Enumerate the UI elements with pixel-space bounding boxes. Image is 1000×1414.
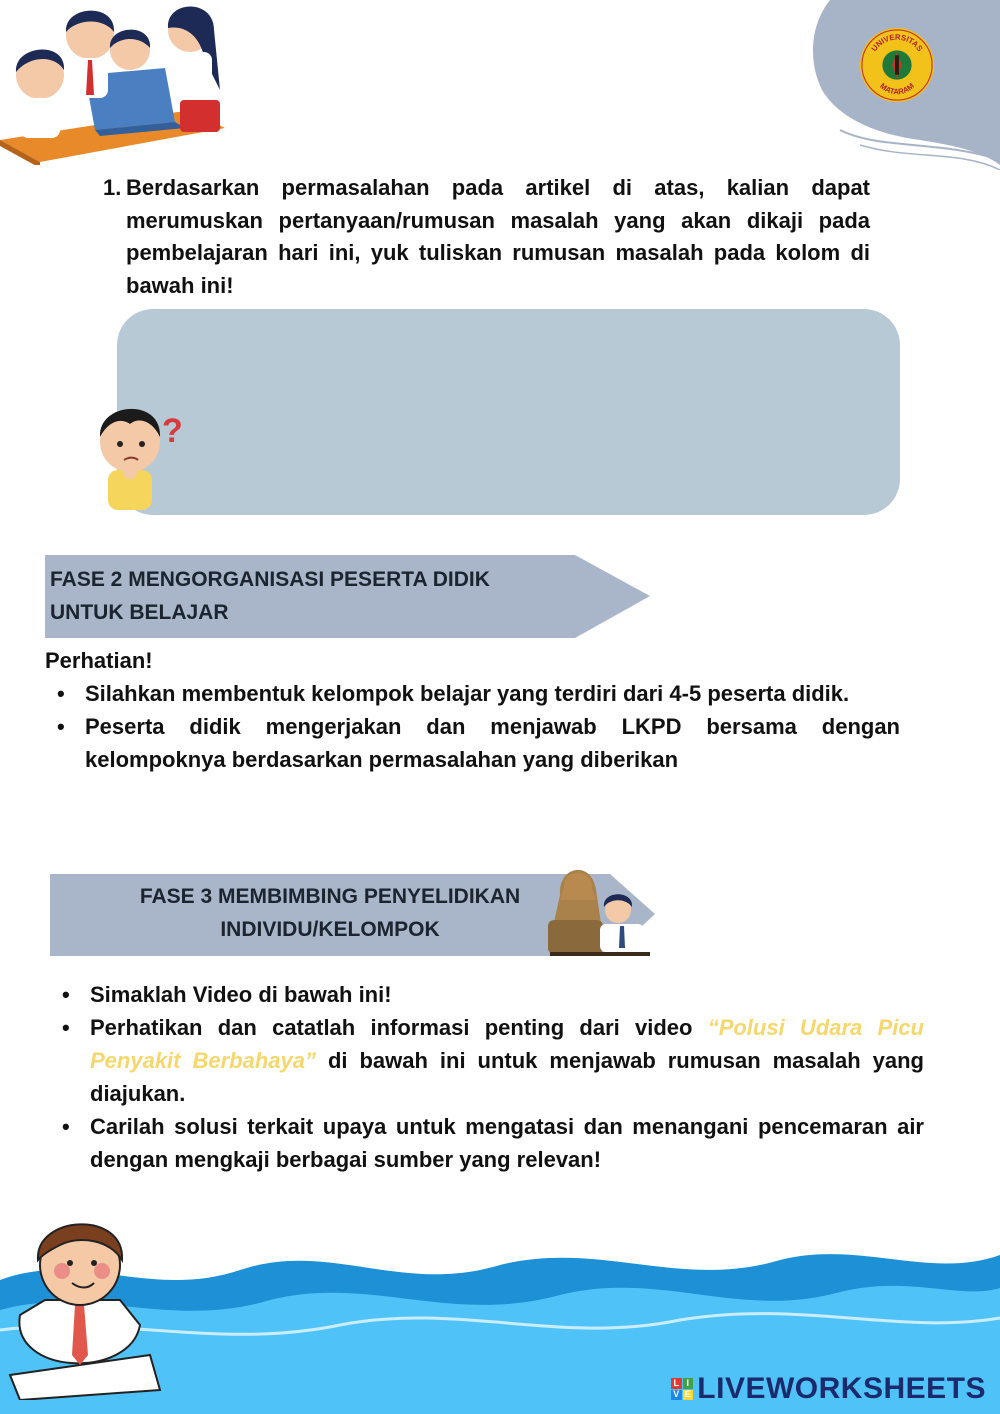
list-item: • Simaklah Video di bawah ini! bbox=[50, 978, 924, 1011]
svg-text:MATARAM: MATARAM bbox=[878, 81, 916, 97]
question-number: 1. bbox=[103, 175, 122, 200]
liveworksheets-brand bbox=[671, 1372, 986, 1406]
thinking-boy-illustration bbox=[90, 392, 195, 512]
university-logo bbox=[858, 26, 936, 104]
list-item bbox=[50, 1011, 924, 1110]
students-laptop-illustration bbox=[0, 0, 235, 165]
fase2-title bbox=[50, 563, 570, 629]
fase3-bullet-list bbox=[50, 978, 924, 1176]
video-title-highlight: “Polusi Udara Picu Penyakit Berbahaya” bbox=[90, 1015, 924, 1073]
fase3-title-line2: INDIVIDU/KELOMPOK bbox=[220, 918, 440, 941]
boy-writing-illustration bbox=[0, 1205, 165, 1400]
teacher-student-illustration bbox=[540, 860, 658, 958]
fase3-title-line1: FASE 3 MEMBIMBING PENYELIDIKAN bbox=[139, 885, 521, 908]
svg-text:UNIVERSITAS: UNIVERSITAS bbox=[869, 32, 925, 54]
fase2-title-line2: UNTUK BELAJAR bbox=[50, 601, 229, 624]
bullet2-post: di bawah ini untuk menjawab rumusan masalah yang diajukan. bbox=[90, 1048, 924, 1106]
answer-input-box[interactable] bbox=[117, 309, 900, 515]
question-1 bbox=[100, 172, 870, 302]
brand-name: LIVEWORKSHEETS bbox=[697, 1372, 986, 1405]
fase2-bullet-list bbox=[45, 677, 900, 776]
list-item: • Carilah solusi terkait upaya untuk mengatasi dan menangani pencemaran air dengan mengkaji berbagai sumber yang relevan! bbox=[50, 1110, 924, 1176]
list-item: • Peserta didik mengerjakan dan menjawab LKPD bersama dengan kelompoknya berdasarkan permasalahan yang diberikan bbox=[45, 710, 900, 776]
svg-text:?: ? bbox=[162, 412, 183, 450]
question-text: Berdasarkan permasalahan pada artikel di atas, kalian dapat merumuskan pertanyaan/rumusan masalah yang akan dikaji pada pembelajaran hari ini, yuk tuliskan rumusan masalah pada kolom di bawah ini! bbox=[126, 175, 870, 298]
attention-heading: Perhatian! bbox=[45, 648, 153, 673]
list-item: • Silahkan membentuk kelompok belajar yang terdiri dari 4-5 peserta didik. bbox=[45, 677, 900, 710]
brand-logo-icon: L I V E bbox=[673, 1377, 692, 1400]
bullet2-pre: Perhatikan dan catatlah informasi penting dari video bbox=[90, 1015, 708, 1040]
fase2-title-line1: FASE 2 MENGORGANISASI PESERTA DIDIK bbox=[50, 568, 490, 591]
fase3-title bbox=[60, 880, 600, 946]
